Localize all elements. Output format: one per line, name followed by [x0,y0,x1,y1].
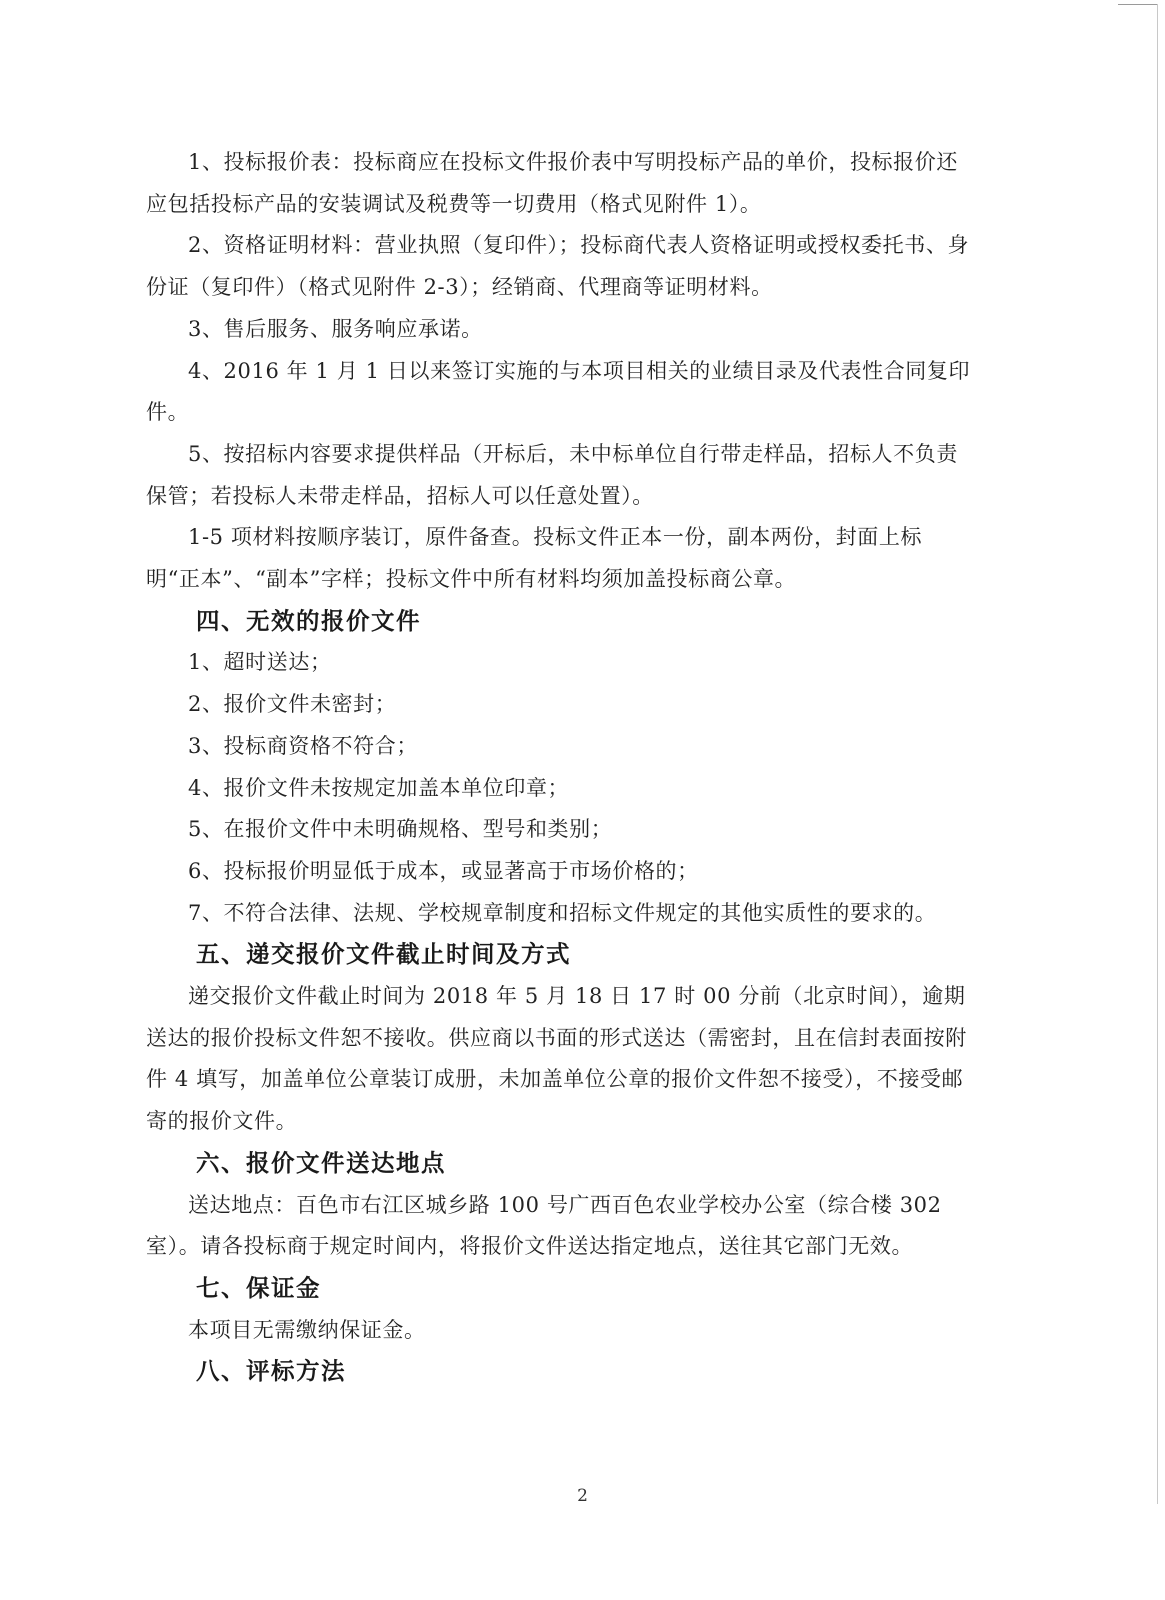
section-heading-delivery-location: 六、报价文件送达地点 [196,1148,446,1177]
invalid-item-5: 5、在报价文件中未明确规格、型号和类别； [188,817,613,842]
deposit-text: 本项目无需缴纳保证金。 [188,1317,426,1342]
bid-item-2: 2、资格证明材料：营业执照（复印件）；投标商代表人资格证明或授权委托书、身份证（复印件）（格式见附件 2-3）；经销商、代理商等证明材料。 [146,233,970,300]
invalid-item-2: 2、报价文件未密封； [188,692,397,717]
bid-item-4: 4、2016 年 1 月 1 日以来签订实施的与本项目相关的业绩目录及代表性合同复印件。 [146,358,971,425]
invalid-item-1: 1、超时送达； [188,650,332,675]
delivery-location-text: 送达地点：百色市右江区城乡路 100 号广西百色农业学校办公室（综合楼 302 室）。请各投标商于规定时间内，将报价文件送达指定地点，送往其它部门无效。 [146,1192,942,1259]
section-heading-invalid-quotes: 四、无效的报价文件 [196,606,421,635]
page-number: 2 [577,1486,588,1506]
invalid-item-3: 3、投标商资格不符合； [188,733,418,758]
invalid-item-4: 4、报价文件未按规定加盖本单位印章； [188,775,570,800]
bid-binding-note: 1-5 项材料按顺序装订，原件备查。投标文件正本一份，副本两份，封面上标明“正本”、“副本”字样；投标文件中所有材料均须加盖投标商公章。 [146,525,923,592]
section-heading-deadline: 五、递交报价文件截止时间及方式 [196,940,571,969]
section-heading-evaluation-method: 八、评标方法 [196,1357,346,1386]
scan-edge-line [1118,4,1158,5]
invalid-item-7: 7、不符合法律、法规、学校规章制度和招标文件规定的其他实质性的要求的。 [188,900,937,925]
scan-edge-line-vertical [1157,4,1158,1504]
deadline-text: 递交报价文件截止时间为 2018 年 5 月 18 日 17 时 00 分前（北京时间），逾期送达的报价投标文件恕不接收。供应商以书面的形式送达（需密封，且在信封表面按附件 4 填写，加盖单位公章装订成册，未加盖单位公章的报价文件恕不接受），不接受邮寄的报价文件。 [146,984,967,1134]
document-body [146,142,976,1393]
invalid-item-6: 6、投标报价明显低于成本，或显著高于市场价格的； [188,858,699,883]
bid-item-3: 3、售后服务、服务响应承诺。 [188,316,483,341]
bid-item-5: 5、按招标内容要求提供样品（开标后，未中标单位自行带走样品，招标人不负责保管；若投标人未带走样品，招标人可以任意处置）。 [146,441,958,508]
section-heading-deposit: 七、保证金 [196,1273,321,1302]
bid-item-1: 1、投标报价表：投标商应在投标文件报价表中写明投标产品的单价，投标报价还应包括投标产品的安装调试及税费等一切费用（格式见附件 1）。 [146,150,958,216]
